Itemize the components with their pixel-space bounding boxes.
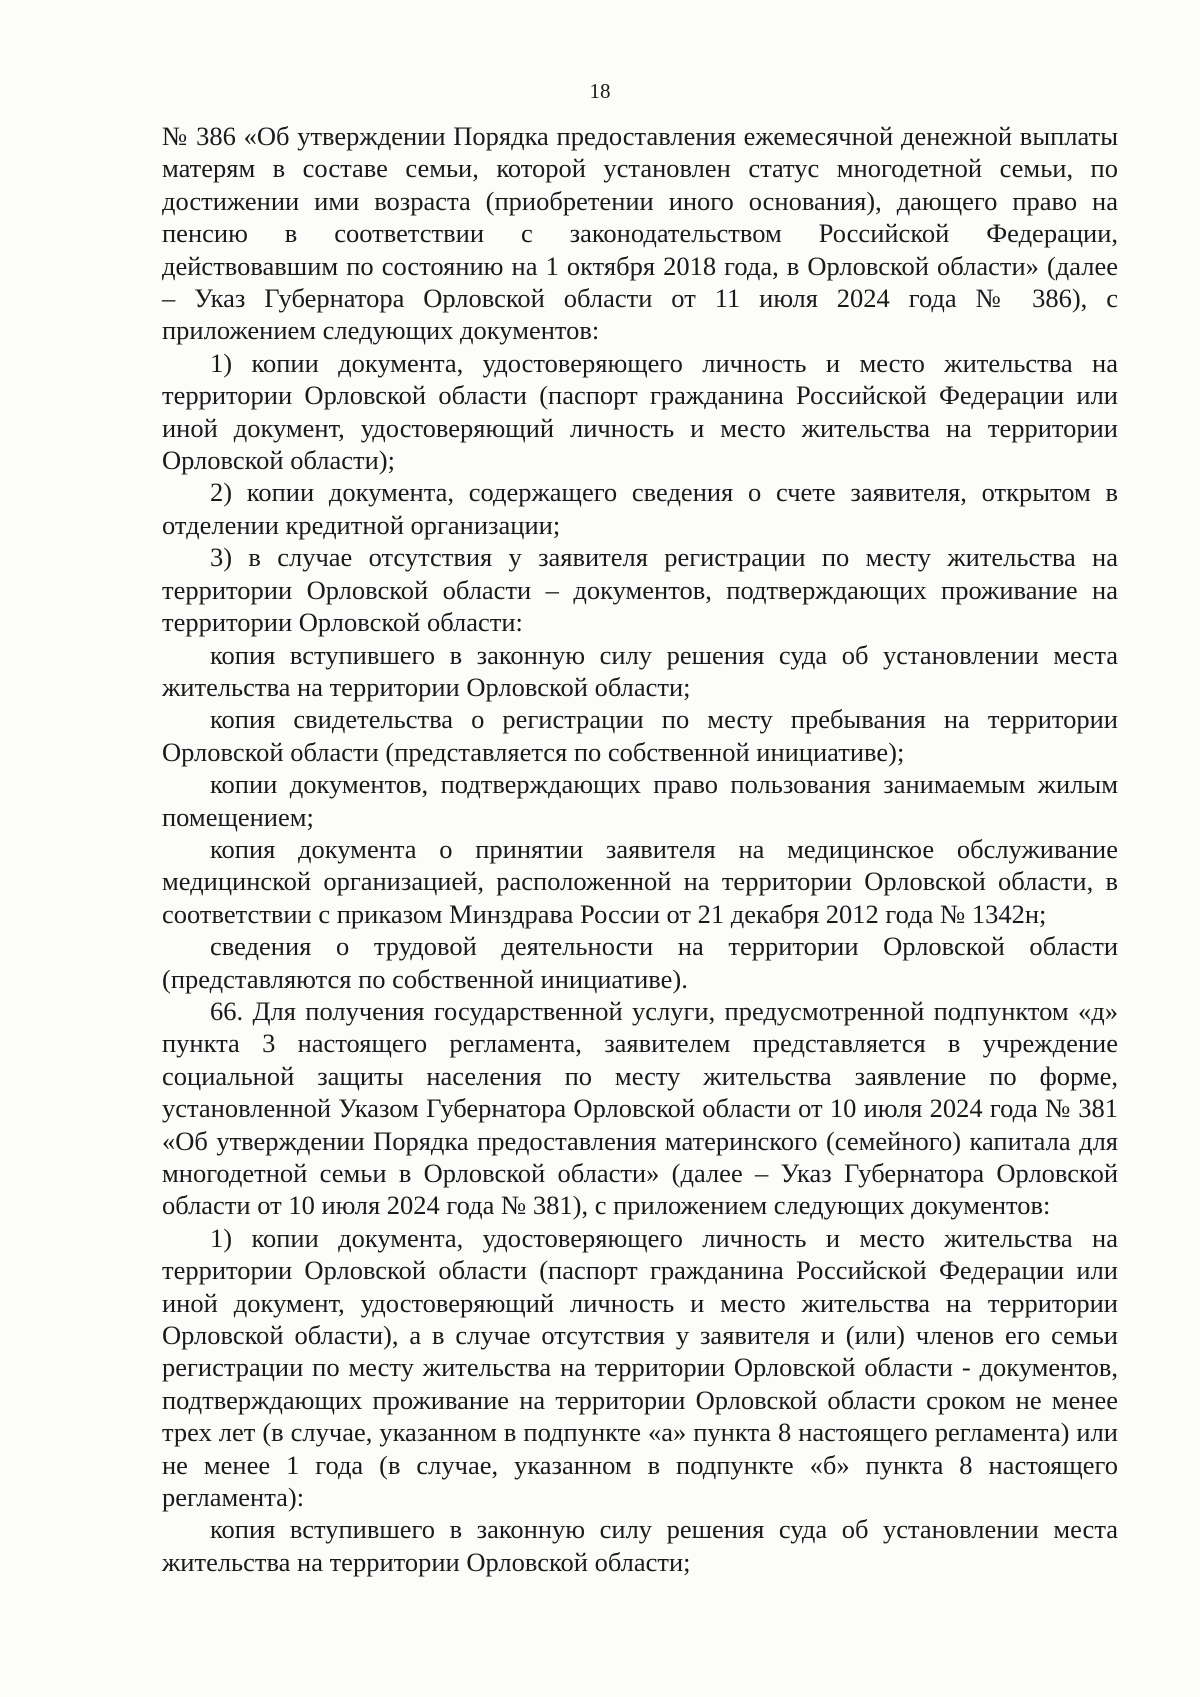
paragraph: 1) копии документа, удостоверяющего личность и место жительства на территории Орловской области (паспорт гражданина Российской Федерации или иной документ, удостоверяющий личность и место жительства на территории Орловской области), а в случае отсутствия у заявителя и (или) членов его семьи регистрации по месту жительства на территории Орловской области - документов, подтверждающих проживание на территории Орловской области сроком не менее трех лет (в случае, указанном в подпункте «а» пункта 8 настоящего регламента) или не менее 1 года (в случае, указанном в подпункте «б» пункта 8 настоящего регламента):	[162, 1222, 1118, 1513]
paragraph: 3) в случае отсутствия у заявителя регистрации по месту жительства на территории Орловской области – документов, подтверждающих проживание на территории Орловской области:	[162, 542, 1118, 638]
paragraph: копии документов, подтверждающих право пользования занимаемым жилым помещением;	[162, 769, 1118, 832]
paragraph: 1) копии документа, удостоверяющего личность и место жительства на территории Орловской области (паспорт гражданина Российской Федерации или иной документ, удостоверяющий личность и место жительства на территории Орловской области);	[162, 347, 1118, 476]
paragraph: копия вступившего в законную силу решения суда об установлении места жительства на территории Орловской области;	[162, 639, 1118, 702]
document-body	[162, 120, 1118, 1578]
paragraph: 2) копии документа, содержащего сведения о счете заявителя, открытом в отделении кредитной организации;	[162, 477, 1118, 540]
paragraph: 66. Для получения государственной услуги, предусмотренной подпунктом «д» пункта 3 настоящего регламента, заявителем представляется в учреждение социальной защиты населения по месту жительства заявление по форме, установленной Указом Губернатора Орловской области от 10 июля 2024 года № 381 «Об утверждении Порядка предоставления материнского (семейного) капитала для многодетной семьи в Орловской области» (далее – Указ Губернатора Орловской области от 10 июля 2024 года № 381), с приложением следующих документов:	[162, 995, 1118, 1221]
paragraph: копия документа о принятии заявителя на медицинское обслуживание медицинской организацией, расположенной на территории Орловской области, в соответствии с приказом Минздрава России от 21 декабря 2012 года № 1342н;	[162, 833, 1118, 929]
paragraph: копия вступившего в законную силу решения суда об установлении места жительства на территории Орловской области;	[162, 1514, 1118, 1577]
paragraph: сведения о трудовой деятельности на территории Орловской области (представляются по собственной инициативе).	[162, 931, 1118, 994]
page-number: 18	[589, 79, 611, 103]
paragraph: копия свидетельства о регистрации по месту пребывания на территории Орловской области (представляется по собственной инициативе);	[162, 704, 1118, 767]
paragraph: № 386 «Об утверждении Порядка предоставления ежемесячной денежной выплаты матерям в составе семьи, которой установлен статус многодетной семьи, по достижении ими возраста (приобретении иного основания), дающего право на пенсию в соответствии с законодательством Российской Федерации, действовавшим по состоянию на 1 октября 2018 года, в Орловской области» (далее – Указ Губернатора Орловской области от 11 июля 2024 года № 386), с приложением следующих документов:	[162, 121, 1118, 346]
